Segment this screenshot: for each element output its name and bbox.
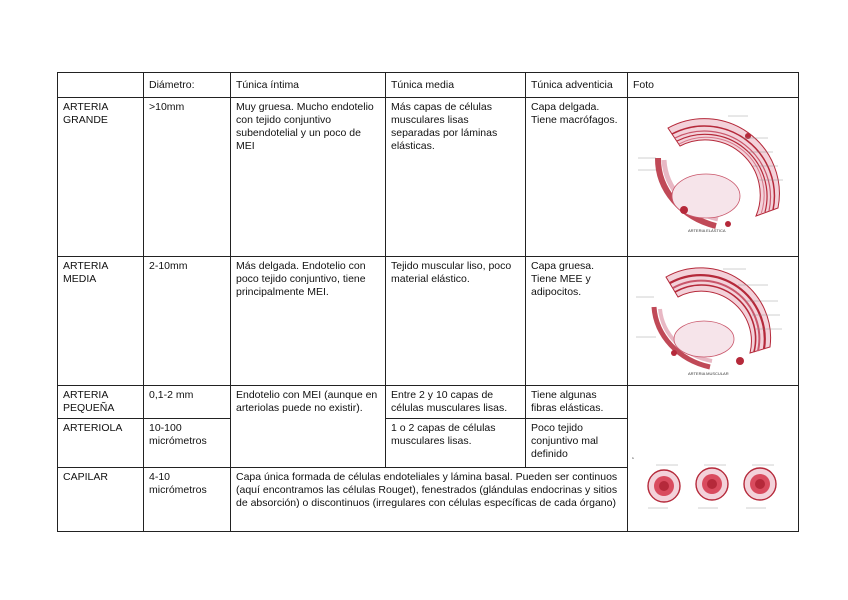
- vessel-name: CAPILAR: [58, 467, 144, 531]
- vessel-media: Entre 2 y 10 capas de células musculares lisas.: [386, 386, 526, 419]
- vessel-media: Tejido muscular liso, poco material elástico.: [386, 257, 526, 386]
- vessel-intima: Muy gruesa. Mucho endotelio con tejido conjuntivo subendotelial y un poco de MEI: [231, 98, 386, 257]
- figure-dot: ˛: [632, 449, 635, 459]
- elastic-artery-wall: [658, 119, 779, 227]
- header-adventicia: Túnica adventicia: [526, 73, 628, 98]
- vessel-name: ARTERIA MEDIA: [58, 257, 144, 386]
- photo-elastic-artery-cell: [628, 98, 799, 257]
- vessel-diameter: 2-10mm: [144, 257, 231, 386]
- header-empty: [58, 73, 144, 98]
- vessel-adventicia: Capa gruesa. Tiene MEE y adipocitos.: [526, 257, 628, 386]
- elastic-artery-caption: ARTERIA ELÁSTICA: [688, 228, 726, 233]
- vessel-section-1: [648, 470, 680, 502]
- vessel-name: ARTERIOLA: [58, 419, 144, 467]
- muscular-artery-caption: ARTERIA MUSCULAR: [688, 371, 729, 376]
- header-diameter: Diámetro:: [144, 73, 231, 98]
- header-media: Túnica media: [386, 73, 526, 98]
- vessel-diameter: >10mm: [144, 98, 231, 257]
- vessel-comparison-table: [57, 72, 799, 532]
- small-vessels-figure: [628, 386, 798, 531]
- capillary-cross-sections-illustration: [638, 462, 788, 518]
- header-photo: Foto: [628, 73, 799, 98]
- vessel-diameter: 4-10 micrómetros: [144, 467, 231, 531]
- row-arteria-grande: [58, 98, 799, 257]
- elastic-artery-illustration: [628, 98, 798, 256]
- vessel-description: Capa única formada de células endoteliales y lámina basal. Pueden ser continuos (aquí encontramos las células Rouget), fenestrados (glándulas endocrinas y sitios de absorción) o discontinuos (irregulares con células específicas de cada órgano): [231, 467, 628, 531]
- vessel-intima: Más delgada. Endotelio con poco tejido conjuntivo, tiene principalmente MEI.: [231, 257, 386, 386]
- muscular-artery-wall: [654, 268, 771, 367]
- vessel-name: ARTERIA GRANDE: [58, 98, 144, 257]
- row-arteria-pequena: [58, 386, 799, 419]
- vessel-diameter: 0,1-2 mm: [144, 386, 231, 419]
- vessel-media: Más capas de células musculares lisas separadas por láminas elásticas.: [386, 98, 526, 257]
- vessel-name: ARTERIA PEQUEÑA: [58, 386, 144, 419]
- vessel-media: 1 o 2 capas de células musculares lisas.: [386, 419, 526, 467]
- vessel-diameter: 10-100 micrómetros: [144, 419, 231, 467]
- vessel-section-2: [696, 468, 728, 500]
- photo-muscular-artery-cell: [628, 257, 799, 386]
- vessel-intima: Endotelio con MEI (aunque en arteriolas puede no existir).: [231, 386, 386, 468]
- vessel-adventicia: Tiene algunas fibras elásticas.: [526, 386, 628, 419]
- row-arteria-media: [58, 257, 799, 386]
- photo-small-vessels-cell: [628, 386, 799, 532]
- vessel-adventicia: Poco tejido conjuntivo mal definido: [526, 419, 628, 467]
- header-intima: Túnica íntima: [231, 73, 386, 98]
- vessel-section-3: [744, 468, 776, 500]
- vessel-adventicia: Capa delgada. Tiene macrófagos.: [526, 98, 628, 257]
- table-header-row: [58, 73, 799, 98]
- muscular-artery-illustration: [628, 257, 798, 385]
